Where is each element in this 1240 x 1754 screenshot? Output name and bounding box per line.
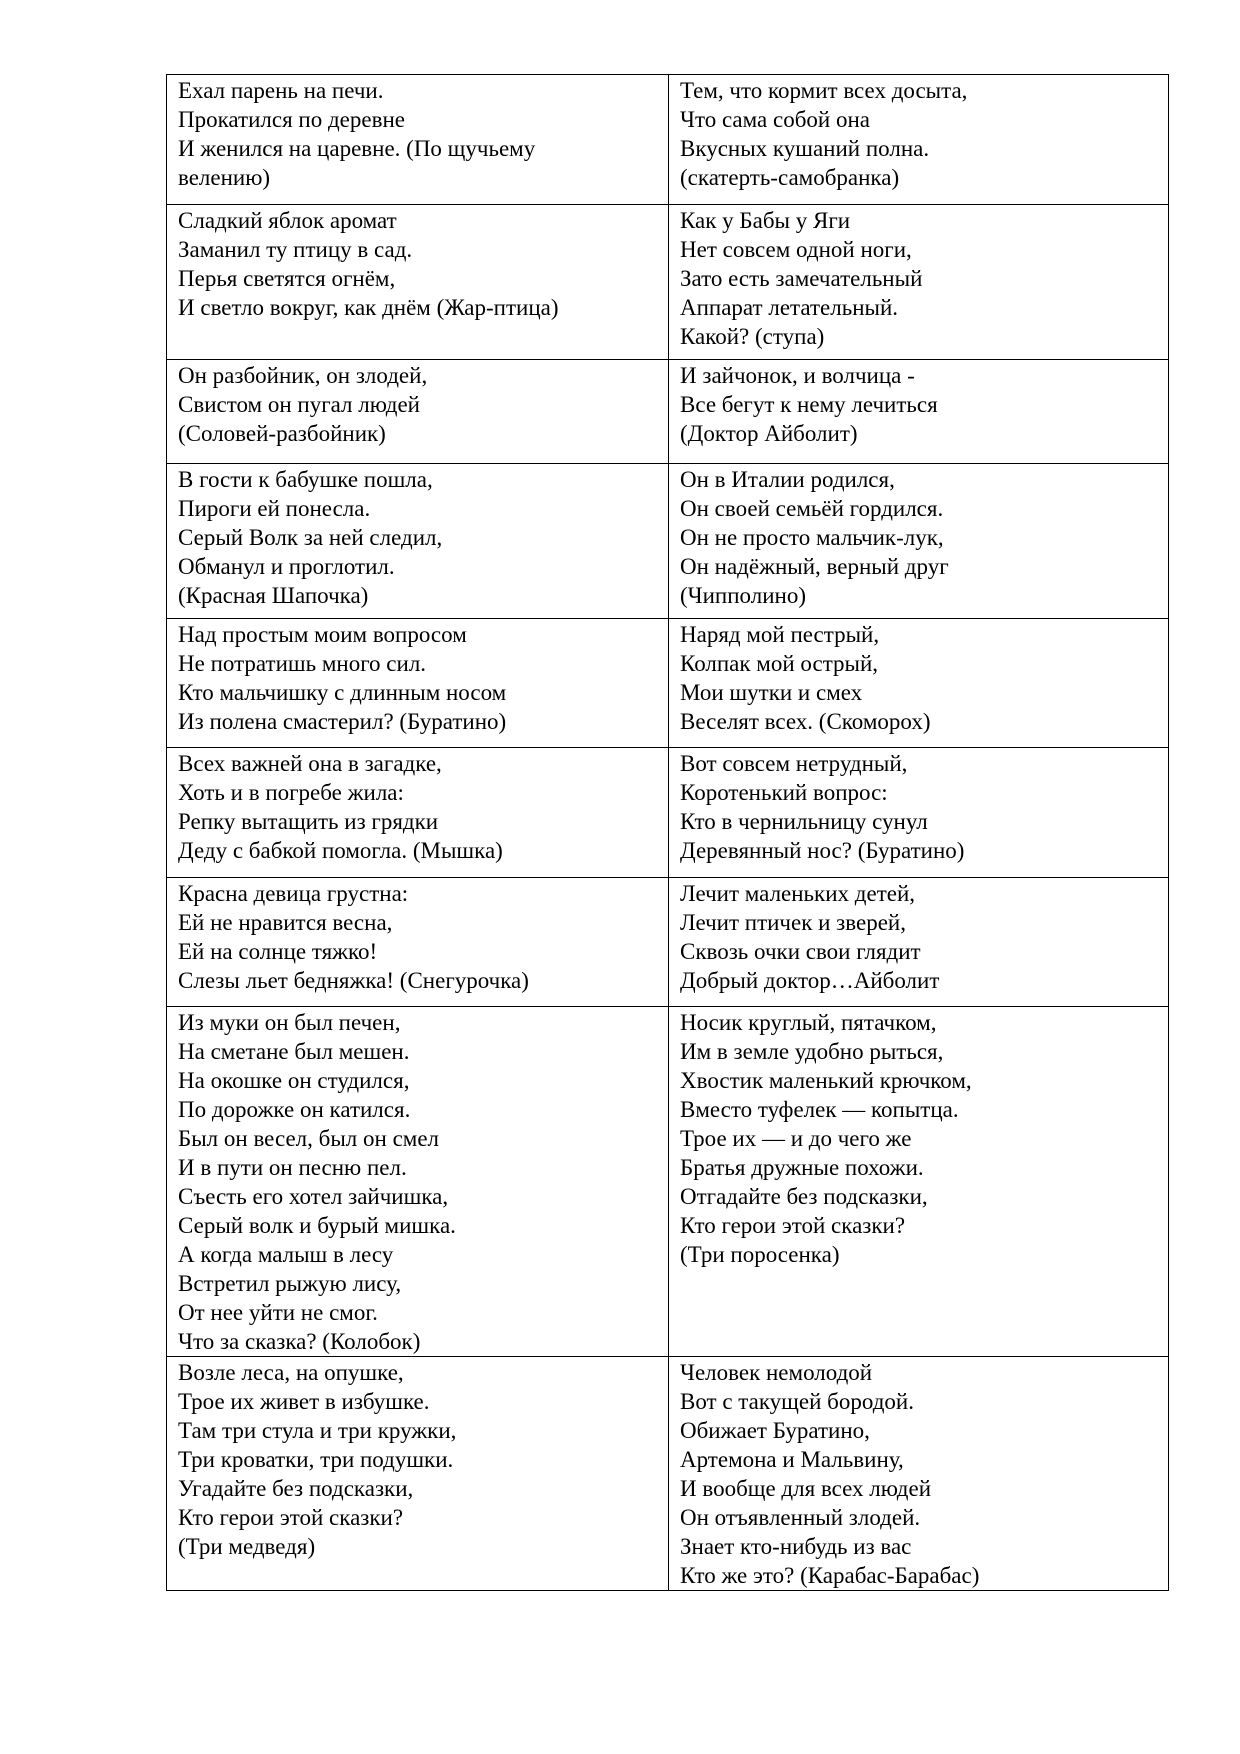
riddle-line: На окошке он студился,: [178, 1068, 410, 1093]
riddle-line: Он не просто мальчик-лук,: [680, 525, 944, 550]
riddle-cell-left: [167, 464, 669, 619]
riddle-line: (Три медведя): [178, 1534, 316, 1559]
riddle-line: Заманил ту птицу в сад.: [178, 237, 413, 262]
riddle-line: Возле леса, на опушке,: [178, 1360, 404, 1385]
riddle-line: Добрый доктор…Айболит: [680, 968, 940, 993]
riddle-line: Кто в чернильницу сунул: [680, 809, 928, 834]
riddle-line: Что за сказка? (Колобок): [178, 1329, 421, 1354]
riddle-line: Деревянный нос? (Буратино): [680, 838, 965, 863]
riddle-table-body: [167, 75, 1169, 1591]
riddle-line: Ей не нравится весна,: [178, 910, 393, 935]
riddle-cell-right: [669, 1007, 1169, 1357]
riddle-table: [166, 74, 1169, 1591]
riddle-line: Им в земле удобно рыться,: [680, 1039, 944, 1064]
riddle-line: Над простым моим вопросом: [178, 622, 467, 647]
riddle-line: Был он весел, был он смел: [178, 1126, 440, 1151]
riddle-line: Три кроватки, три подушки.: [178, 1447, 454, 1472]
riddle-cell-left: [167, 1007, 669, 1357]
riddle-line: Там три стула и три кружки,: [178, 1418, 457, 1443]
riddle-line: Перья светятся огнём,: [178, 266, 396, 291]
riddle-line: По дорожке он катился.: [178, 1097, 411, 1122]
riddle-line: Тем, что кормит всех досыта,: [680, 78, 968, 103]
riddle-cell-right: [669, 619, 1169, 748]
riddle-line: Съесть его хотел зайчишка,: [178, 1184, 449, 1209]
riddle-cell-right: [669, 748, 1169, 878]
riddle-line: Хоть и в погребе жила:: [178, 780, 404, 805]
riddle-line: Трое их живет в избушке.: [178, 1389, 430, 1414]
riddle-line: Кто герои этой сказки?: [680, 1213, 906, 1238]
riddle-line: Репку вытащить из грядки: [178, 809, 439, 834]
riddle-line: Коротенький вопрос:: [680, 780, 888, 805]
riddle-line: Ехал парень на печи.: [178, 78, 384, 103]
riddle-line: И вообще для всех людей: [680, 1476, 932, 1501]
riddle-row: [167, 464, 1169, 619]
riddle-row: [167, 75, 1169, 205]
riddle-cell-right: [669, 360, 1169, 464]
riddle-cell-left: [167, 205, 669, 360]
riddle-line: Трое их — и до чего же: [680, 1126, 912, 1151]
riddle-line: Отгадайте без подсказки,: [680, 1184, 928, 1209]
riddle-line: Мои шутки и смех: [680, 680, 863, 705]
riddle-cell-left: [167, 1357, 669, 1591]
riddle-line: На сметане был мешен.: [178, 1039, 410, 1064]
riddle-line: Кто мальчишку с длинным носом: [178, 680, 507, 705]
riddle-line: И зайчонок, и волчица -: [680, 363, 915, 388]
riddle-line: Лечит птичек и зверей,: [680, 910, 906, 935]
riddle-row: [167, 878, 1169, 1007]
riddle-cell-right: [669, 1357, 1169, 1591]
riddle-line: Он разбойник, он злодей,: [178, 363, 428, 388]
riddle-line: (скатерть-самобранка): [680, 165, 900, 190]
riddle-line: Он своей семьёй гордился.: [680, 496, 944, 521]
riddle-line: Вот с такущей бородой.: [680, 1389, 914, 1414]
riddle-line: Носик круглый, пятачком,: [680, 1010, 937, 1035]
riddle-line: Артемона и Мальвину,: [680, 1447, 904, 1472]
riddle-line: Зато есть замечательный: [680, 266, 923, 291]
riddle-row: [167, 1007, 1169, 1357]
riddle-line: И в пути он песню пел.: [178, 1155, 407, 1180]
riddle-row: [167, 619, 1169, 748]
riddle-line: Не потратишь много сил.: [178, 651, 427, 676]
riddle-line: Он в Италии родился,: [680, 467, 895, 492]
riddle-line: А когда малыш в лесу: [178, 1242, 394, 1267]
riddle-line: Прокатился по деревне: [178, 107, 405, 132]
riddle-line: Братья дружные похожи.: [680, 1155, 924, 1180]
riddle-line: Все бегут к нему лечиться: [680, 392, 938, 417]
riddle-line: Всех важней она в загадке,: [178, 751, 442, 776]
riddle-row: [167, 205, 1169, 360]
riddle-line: Вот совсем нетрудный,: [680, 751, 908, 776]
riddle-row: [167, 748, 1169, 878]
riddle-row: [167, 1357, 1169, 1591]
riddle-cell-left: [167, 878, 669, 1007]
riddle-line: (Соловей-разбойник): [178, 421, 386, 446]
riddle-line: Веселят всех. (Скоморох): [680, 709, 931, 734]
riddle-line: Сквозь очки свои глядит: [680, 939, 921, 964]
riddle-line: Знает кто-нибудь из вас: [680, 1534, 912, 1559]
riddle-cell-right: [669, 75, 1169, 205]
riddle-line: (Чипполино): [680, 583, 806, 608]
riddle-line: (Красная Шапочка): [178, 583, 369, 608]
riddle-cell-left: [167, 75, 669, 205]
riddle-line: Лечит маленьких детей,: [680, 881, 916, 906]
riddle-line: Угадайте без подсказки,: [178, 1476, 414, 1501]
riddle-line: Колпак мой острый,: [680, 651, 879, 676]
riddle-line: Аппарат летательный.: [680, 295, 899, 320]
riddle-row: [167, 360, 1169, 464]
riddle-cell-right: [669, 878, 1169, 1007]
riddle-cell-right: [669, 464, 1169, 619]
riddle-line: Обижает Буратино,: [680, 1418, 870, 1443]
riddle-line: Ей на солнце тяжко!: [178, 939, 378, 964]
riddle-cell-left: [167, 748, 669, 878]
riddle-line: Вкусных кушаний полна.: [680, 136, 930, 161]
riddle-line: Хвостик маленький крючком,: [680, 1068, 972, 1093]
riddle-line: Слезы льет бедняжка! (Снегурочка): [178, 968, 529, 993]
riddle-line: Какой? (ступа): [680, 324, 825, 349]
riddle-line: Человек немолодой: [680, 1360, 873, 1385]
riddle-line: Из полена смастерил? (Буратино): [178, 709, 507, 734]
riddle-line: Серый волк и бурый мишка.: [178, 1213, 456, 1238]
riddle-line: Что сама собой она: [680, 107, 870, 132]
riddle-line: Он отъявленный злодей.: [680, 1505, 921, 1530]
riddle-line: велению): [178, 165, 271, 190]
riddle-line: Он надёжный, верный друг: [680, 554, 949, 579]
riddle-cell-left: [167, 360, 669, 464]
riddle-line: (Доктор Айболит): [680, 421, 858, 446]
riddle-line: От нее уйти не смог.: [178, 1300, 378, 1325]
riddle-cell-right: [669, 205, 1169, 360]
riddle-line: И светло вокруг, как днём (Жар-птица): [178, 295, 559, 320]
riddle-line: Из муки он был печен,: [178, 1010, 401, 1035]
riddle-line: Красна девица грустна:: [178, 881, 409, 906]
riddle-line: Серый Волк за ней следил,: [178, 525, 443, 550]
riddle-line: (Три поросенка): [680, 1242, 840, 1267]
riddle-line: Наряд мой пестрый,: [680, 622, 880, 647]
riddle-line: В гости к бабушке пошла,: [178, 467, 433, 492]
riddle-line: И женился на царевне. (По щучьему: [178, 136, 536, 161]
riddle-line: Как у Бабы у Яги: [680, 208, 851, 233]
riddle-line: Свистом он пугал людей: [178, 392, 420, 417]
riddle-line: Пироги ей понесла.: [178, 496, 371, 521]
riddle-line: Деду с бабкой помогла. (Мышка): [178, 838, 503, 863]
riddle-line: Кто герои этой сказки?: [178, 1505, 404, 1530]
riddle-line: Нет совсем одной ноги,: [680, 237, 912, 262]
riddle-line: Обманул и проглотил.: [178, 554, 395, 579]
riddle-line: Вместо туфелек — копытца.: [680, 1097, 959, 1122]
riddle-cell-left: [167, 619, 669, 748]
riddle-line: Сладкий яблок аромат: [178, 208, 397, 233]
riddle-line: Кто же это? (Карабас-Барабас): [680, 1563, 980, 1588]
riddle-line: Встретил рыжую лису,: [178, 1271, 402, 1296]
